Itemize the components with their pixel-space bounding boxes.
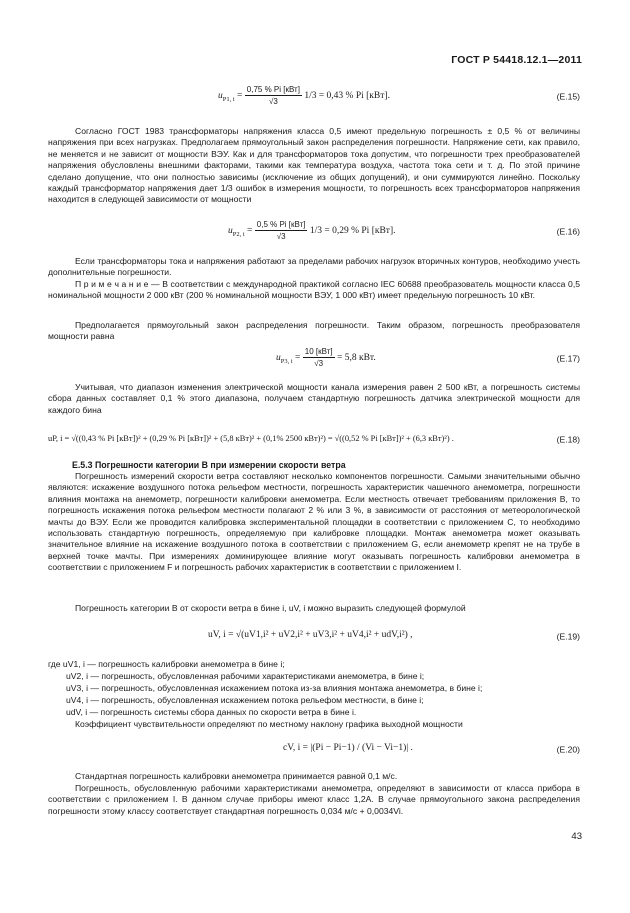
paragraph-wind-speed-components: Погрешность измерений скорости ветра составляют несколько компонентов погрешности. Самыми значительными обычно являются: искажение воздушного потока рельефом местности, погрешность характеристик чашечного анемометра, погрешности влияния монтажа на анемометр, погрешности калибровки анемометра. Если местность отвечает требованиям приложения В, то погрешность искажения потока рельефом местности полагают 2 % или 3 %, в зависимости от расстояния от метеорологической мачты до ВЭУ. Если же проводится калибровка экспериментальной площадки в соответствии с приложением С, то необходимо использовать стандартную погрешность, определяемую при калибровке площадки. Монтаж анемометра может оказывать значительное влияние на искажение воздушного потока в соответствии с приложением G, если анемометр крепят не на трубе в верхней точке мачты. При измерениях доминирующее влияние могут оказывать погрешность калибровки анемометра в соответствии с приложением F и погрешность рабочих характеристик в соответствии с приложением I.: [48, 471, 580, 573]
equation-e20-number: (E.20): [556, 744, 580, 755]
definition-uv4: uV4, i — погрешность, обусловленная искажением потока рельефом местности, в бине i;: [66, 695, 424, 705]
definition-uv1: где uV1, i — погрешность калибровки анемометра в бине i;: [48, 659, 285, 669]
equation-e20-formula: cV, i = |(Pi − Pi−1) / (Vi − Vi−1)| .: [283, 743, 413, 753]
note-iec-60688: П р и м е ч а н и е — В соответствии с международной практикой согласно IEC 60688 преобразователь мощности класса 0,5 номинальной мощности 2 000 кВт (200 % номинальной мощности ВЭУ, 1 000 кВт) имеет предельную погрешность 10 кВт.: [48, 279, 580, 301]
equation-e17-formula: $u_{P3, i}$ = $\frac{\text{10 [кВт]}}{√3}$ = 5,8 кВт.: [276, 347, 376, 369]
document-header: ГОСТ Р 54418.12.1—2011: [451, 54, 582, 66]
definition-uv2: uV2, i — погрешность, обусловленная рабочими характеристиками анемометра, в бине i;: [66, 671, 425, 681]
section-heading-e53: E.5.3 Погрешности категории В при измерении скорости ветра: [72, 460, 346, 470]
definition-uv3: uV3, i — погрешность, обусловленная искажением потока из-за влияния монтажа анемометра, в бине i;: [66, 683, 483, 693]
equation-e19-formula: uV, i = √(uV1,i² + uV2,i² + uV3,i² + uV4,i² + udV,i²) ,: [208, 630, 413, 640]
equation-e16-number: (E.16): [556, 226, 580, 237]
equation-e19-number: (E.19): [556, 631, 580, 642]
paragraph-data-acquisition: Учитывая, что диапазон изменения электрической мощности канала измерения равен 2 500 кВт, а погрешность системы сбора данных составляет 0,1 % этого диапазона, получаем стандартную погрешность датчика электрической мощности для каждого бина: [48, 382, 580, 415]
equation-e15-number: (E.15): [556, 91, 580, 102]
paragraph-anemometer-calibration: Стандартная погрешность калибровки анемометра принимается равной 0,1 м/с.: [75, 771, 398, 781]
equation-e18-number: (E.18): [556, 434, 580, 445]
paragraph-power-transducer: Предполагается прямоугольный закон распределения погрешности. Таким образом, погрешность преобразователя мощности равна: [48, 320, 580, 342]
definition-udv: udV, i — погрешность системы сбора данных по скорости ветра в бине i.: [66, 707, 357, 717]
paragraph-voltage-transformers: Согласно ГОСТ 1983 трансформаторы напряжения класса 0,5 имеют предельную погрешность ± 0,5 % от величины напряжения при всех нагрузках. Предполагаем прямоугольный закон распределения погрешности. Напряжение сети, как правило, не меняется и не зависит от мощности ВЭУ. Как и для трансформаторов тока допустим, что погрешности трех преобразователей напряжения обусловлены внешними факторами, такими как температура воздуха, частота тока сети и т. д. По этой причине сделано допущение, что они полностью зависимы (исключение из общих допущений), и они суммируются линейно. Поскольку каждый трансформатор напряжения дает 1/3 ошибок в измерения мощности, то погрешность всех трансформаторов напряжения находится в следующей зависимости от мощности: [48, 126, 580, 205]
paragraph-category-b: Погрешность категории В от скорости ветра в бине i, uV, i можно выразить следующей формулой: [75, 603, 466, 613]
equation-e17-number: (E.17): [556, 353, 580, 364]
equation-e15-formula: $u_{P1, i}$ = $\frac{\text{0,75 \% Pi [кВт]}}{√3}$ 1/3 = 0,43 % Pi [кВт].: [218, 85, 390, 107]
equation-e20: [48, 737, 580, 763]
equation-e16-formula: $u_{P2, i}$ = $\frac{\text{0,5 \% Pi [кВт]}}{√3}$ 1/3 = 0,29 % Pi [кВт].: [228, 220, 396, 242]
paragraph-secondary-circuits: Если трансформаторы тока и напряжения работают за пределами рабочих нагрузок вторичных контуров, необходимо учесть дополнительные погрешности.: [48, 256, 580, 278]
equation-e19: [48, 624, 580, 650]
equation-e18: [48, 427, 580, 453]
equation-e15: [48, 84, 580, 110]
equation-e16: [48, 219, 580, 245]
equation-e18-formula: uP, i = √((0,43 % Pi [кВт])² + (0,29 % Pi [кВт])² + (5,8 кВт)² + (0,1% 2500 кВт)²) = √((0,52 % Pi [кВт])² + (6,3 кВт)²) .: [48, 434, 454, 443]
paragraph-anemometer-class: Погрешность, обусловленную рабочими характеристиками анемометра, определяют в зависимости от класса прибора в соответствии с приложением I. В данном случае приборы имеют класс 1,2А. В случае прямоугольного закона распределения погрешности этому классу соответствует стандартная погрешность 0,034 м/с + 0,0034Vi.: [48, 783, 580, 816]
page-number: 43: [571, 831, 582, 842]
paragraph-sensitivity: Коэффициент чувствительности определяют по местному наклону графика выходной мощности: [75, 719, 463, 729]
equation-e17: [48, 346, 580, 372]
